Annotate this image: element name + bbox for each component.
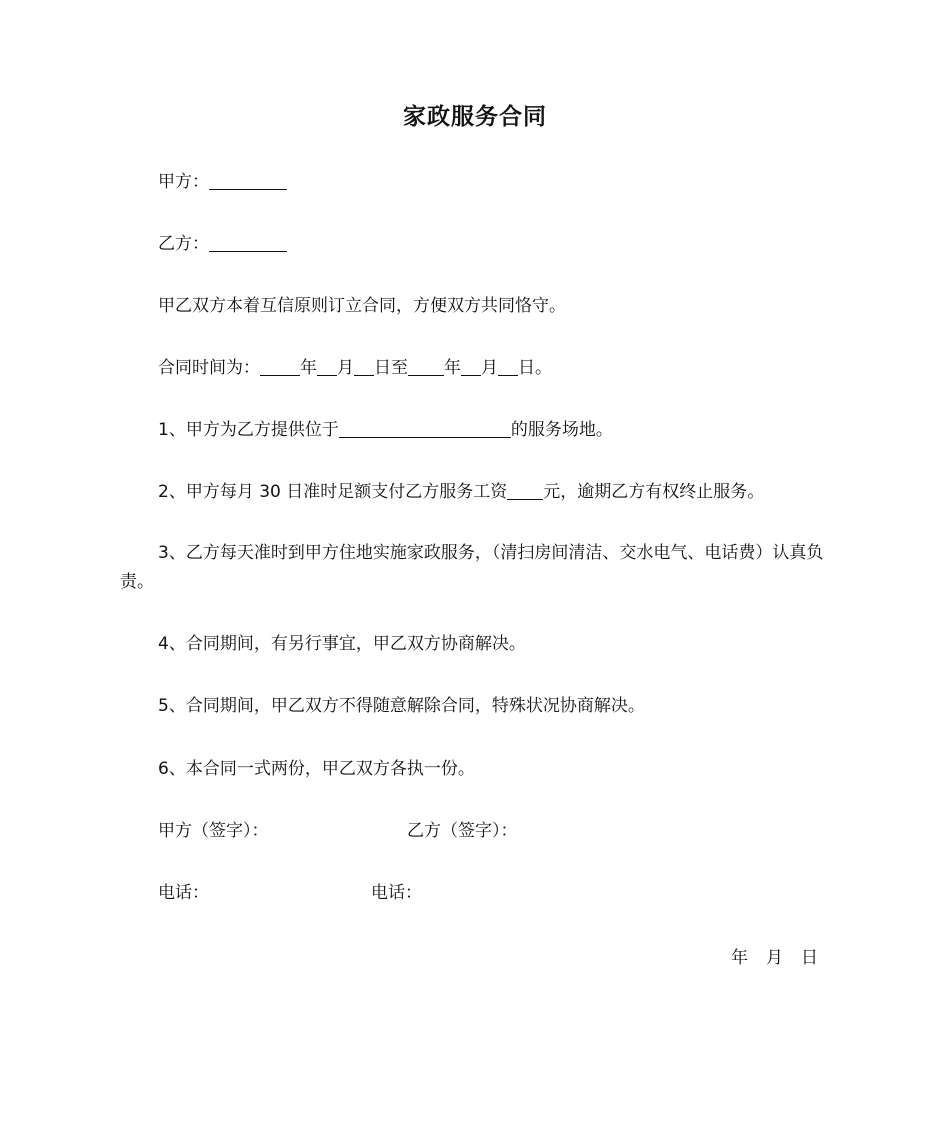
- clause-6: 6、本合同一式两份，甲乙双方各执一份。: [158, 759, 475, 779]
- date-day: 日: [801, 948, 818, 968]
- signature-party-a: 甲方（签字）：: [158, 821, 269, 841]
- clause-4: 4、合同期间，有另行事宜，甲乙双方协商解决。: [158, 634, 526, 654]
- date-year: 年: [731, 948, 748, 968]
- term-month1: 月: [337, 358, 354, 378]
- date-month: 月: [766, 948, 783, 968]
- preamble: 甲乙双方本着互信原则订立合同，方便双方共同恪守。: [158, 296, 566, 316]
- clause-2-text: 2、甲方每月 30 日准时足额支付乙方服务工资: [158, 482, 508, 502]
- term-start-month-blank: [317, 359, 337, 376]
- term-end-month-blank: [461, 359, 481, 376]
- clause-3-text: 3、乙方每天准时到甲方住地实施家政服务，（清扫房间清洁、交水电气、电话费）认真负责。: [120, 543, 824, 592]
- clause-1-text-end: 的服务场地。: [510, 420, 613, 440]
- clause-1: [158, 418, 613, 442]
- clause-2-text-end: 元，逾期乙方有权终止服务。: [543, 482, 765, 502]
- signature-party-b: 乙方（签字）：: [407, 821, 518, 841]
- term-day1: 日至: [374, 358, 408, 378]
- signing-date: [731, 943, 818, 968]
- clause-2: [158, 480, 764, 504]
- page-title: 家政服务合同: [403, 104, 547, 130]
- clause-5: 5、合同期间，甲乙双方不得随意解除合同，特殊状况协商解决。: [158, 696, 645, 716]
- party-b-line: [158, 232, 287, 256]
- party-a-line: [158, 170, 287, 194]
- term-day2: 日。: [518, 358, 552, 378]
- phone-party-a: 电话：: [158, 883, 209, 903]
- term-end-year-blank: [408, 359, 444, 376]
- clause-1-location-blank: [339, 421, 511, 438]
- term-year2: 年: [444, 358, 461, 378]
- term-end-day-blank: [498, 359, 518, 376]
- term-month2: 月: [481, 358, 498, 378]
- party-b-blank: [209, 235, 287, 252]
- term-year1: 年: [300, 358, 317, 378]
- clause-2-wage-blank: [507, 483, 543, 500]
- party-a-blank: [209, 173, 287, 190]
- party-a-label: 甲方：: [158, 172, 209, 192]
- term-start-day-blank: [354, 359, 374, 376]
- term-line: [158, 356, 552, 380]
- term-label: 合同时间为：: [158, 358, 260, 378]
- clause-1-text: 1、甲方为乙方提供位于: [158, 420, 339, 440]
- term-start-year-blank: [260, 359, 300, 376]
- party-b-label: 乙方：: [158, 234, 209, 254]
- phone-party-b: 电话：: [371, 883, 422, 903]
- clause-3: [120, 539, 830, 597]
